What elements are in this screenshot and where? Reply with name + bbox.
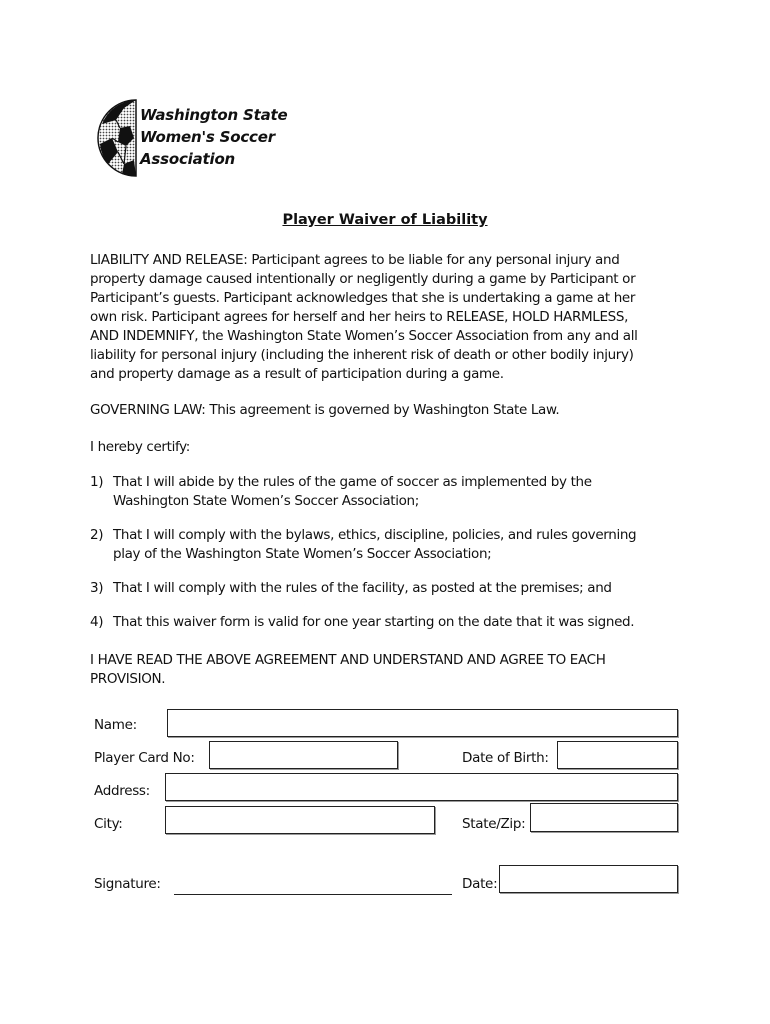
agreement-line: I HAVE READ THE ABOVE AGREEMENT AND UNDERSTAND AND AGREE TO EACH (90, 652, 606, 668)
item-number: 3) (90, 580, 104, 596)
player-card-field[interactable] (209, 741, 398, 769)
certify-item-2 (90, 526, 690, 564)
item-line: That I will abide by the rules of the game of soccer as implemented by the (113, 474, 592, 490)
date-of-birth-field[interactable] (557, 741, 678, 769)
state-zip-label: State/Zip: (462, 816, 526, 832)
item-number: 1) (90, 474, 104, 490)
certify-item-4 (90, 613, 690, 632)
date-label: Date: (462, 876, 498, 892)
item-line: That I will comply with the bylaws, ethics, discipline, policies, and rules governing (113, 527, 637, 543)
logo-line-3: Association (140, 150, 236, 168)
item-line: play of the Washington State Women’s Soccer Association; (113, 546, 492, 562)
signature-line[interactable] (174, 876, 452, 895)
signature-label: Signature: (94, 876, 161, 892)
item-number: 4) (90, 614, 104, 630)
item-number: 2) (90, 527, 104, 543)
liability-line: liability for personal injury (including the inherent risk of death or other bodily injury) (90, 347, 634, 363)
liability-line: Participant’s guests. Participant acknowledges that she is undertaking a game at her (90, 290, 636, 306)
agreement-statement (90, 651, 690, 689)
logo-text (140, 104, 287, 170)
logo-line-2: Women's Soccer (140, 128, 275, 146)
item-line: That this waiver form is valid for one year starting on the date that it was signed. (113, 614, 635, 630)
agreement-line: PROVISION. (90, 671, 166, 687)
date-field[interactable] (499, 865, 678, 893)
player-card-label: Player Card No: (94, 750, 195, 766)
liability-line: own risk. Participant agrees for herself and her heirs to RELEASE, HOLD HARMLESS, (90, 309, 629, 325)
date-of-birth-label: Date of Birth: (462, 750, 549, 766)
item-line: That I will comply with the rules of the facility, as posted at the premises; and (113, 580, 612, 596)
city-label: City: (94, 816, 123, 832)
liability-line: property damage caused intentionally or negligently during a game by Participant or (90, 271, 636, 287)
liability-paragraph (90, 251, 690, 384)
certify-item-1 (90, 473, 690, 511)
certify-item-3 (90, 579, 690, 598)
city-field[interactable] (165, 806, 435, 834)
liability-line: LIABILITY AND RELEASE: Participant agrees to be liable for any personal injury and (90, 252, 620, 268)
address-label: Address: (94, 783, 150, 799)
address-field[interactable] (165, 773, 678, 801)
association-logo (96, 98, 296, 178)
liability-line: and property damage as a result of participation during a game. (90, 366, 504, 382)
logo-line-1: Washington State (140, 106, 288, 124)
name-label: Name: (94, 717, 137, 733)
name-field[interactable] (167, 709, 678, 737)
governing-law: GOVERNING LAW: This agreement is governed by Washington State Law. (90, 402, 560, 418)
soccer-ball-icon (96, 98, 140, 178)
state-zip-field[interactable] (530, 803, 678, 832)
liability-line: AND INDEMNIFY, the Washington State Women’s Soccer Association from any and all (90, 328, 638, 344)
certify-heading: I hereby certify: (90, 439, 190, 455)
page-title: Player Waiver of Liability (282, 212, 488, 228)
item-line: Washington State Women’s Soccer Association; (113, 493, 419, 509)
